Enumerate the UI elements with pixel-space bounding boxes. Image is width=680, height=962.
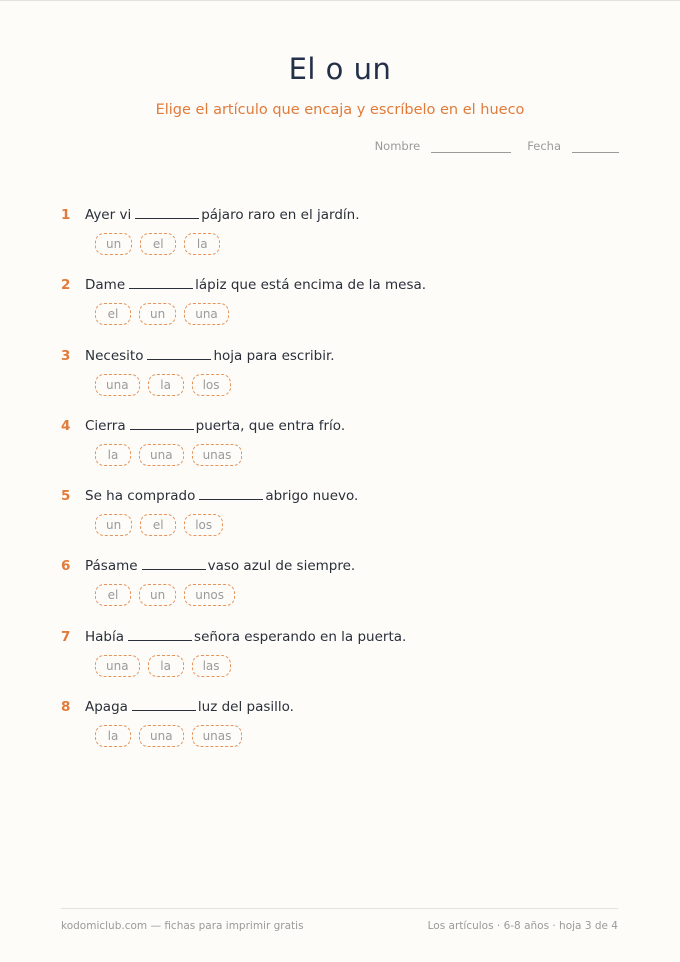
answer-blank[interactable]: [147, 347, 211, 360]
item-number: 8: [61, 699, 71, 716]
article-option[interactable]: una: [95, 374, 140, 396]
article-option[interactable]: unas: [192, 725, 243, 747]
sentence-end: hoja para escribir.: [213, 347, 335, 364]
sentence-end: luz del pasillo.: [197, 699, 294, 716]
instructions: Elige el artículo que encaja y escríbelo en el hueco: [155, 102, 525, 118]
article-options: [95, 444, 621, 466]
sentence-end: abrigo nuevo.: [265, 488, 359, 505]
answer-blank[interactable]: [132, 698, 196, 711]
article-option[interactable]: un: [95, 514, 132, 536]
sentence-end: señora esperando en la puerta.: [194, 628, 407, 645]
sentence-start: Necesito: [85, 347, 144, 364]
sentence-start: Se ha comprado: [85, 488, 196, 505]
sentence-start: Dame: [85, 277, 126, 294]
exercise-sentence: [61, 695, 621, 719]
article-option[interactable]: el: [140, 233, 176, 255]
article-option[interactable]: un: [95, 233, 132, 255]
exercise-sentence: [61, 273, 621, 297]
exercise-sentence: [61, 344, 621, 368]
exercise-sentence: [61, 625, 621, 649]
answer-blank[interactable]: [199, 487, 263, 500]
article-option[interactable]: el: [95, 303, 131, 325]
article-option[interactable]: unas: [192, 444, 243, 466]
date-label: Fecha: [527, 139, 561, 153]
exercise-sentence: [61, 203, 621, 227]
sentence-start: Ayer vi: [85, 207, 132, 223]
article-options: [95, 374, 621, 396]
page-title: El o un: [288, 52, 392, 86]
exercise-item: [61, 414, 621, 484]
exercise-item: [61, 344, 621, 414]
footer-sheet-info: Los artículos · 6-8 años · hoja 3 de 4: [427, 920, 618, 932]
article-option[interactable]: el: [140, 514, 176, 536]
exercise-item: [61, 273, 621, 343]
article-options: [95, 303, 621, 325]
article-option[interactable]: un: [139, 584, 176, 606]
answer-blank[interactable]: [130, 417, 194, 430]
date-field[interactable]: [572, 143, 619, 153]
exercise-list: [61, 203, 621, 765]
exercise-item: [61, 484, 621, 554]
answer-blank[interactable]: [142, 557, 206, 570]
article-option[interactable]: la: [95, 444, 131, 466]
sentence-end: vaso azul de siempre.: [207, 558, 356, 575]
item-number: 2: [61, 277, 71, 294]
exercise-sentence: [61, 484, 621, 508]
footer-site-credit: kodomiclub.com — fichas para imprimir gratis: [61, 920, 304, 932]
item-number: 7: [61, 628, 71, 645]
article-options: [95, 655, 621, 677]
footer-divider: [61, 908, 618, 909]
exercise-item: [61, 203, 621, 273]
sentence-end: lápiz que está encima de la mesa.: [195, 277, 427, 294]
article-option[interactable]: una: [184, 303, 229, 325]
answer-blank[interactable]: [129, 276, 193, 289]
exercise-item: [61, 625, 621, 695]
item-number: 6: [61, 558, 71, 575]
name-label: Nombre: [374, 139, 421, 153]
top-divider: [0, 0, 680, 1]
article-options: [95, 725, 621, 747]
article-option[interactable]: la: [184, 233, 220, 255]
exercise-sentence: [61, 554, 621, 578]
article-option[interactable]: los: [192, 374, 231, 396]
article-option[interactable]: un: [139, 303, 176, 325]
item-number: 3: [61, 347, 71, 364]
item-number: 1: [61, 207, 71, 223]
article-option[interactable]: una: [139, 444, 184, 466]
article-option[interactable]: los: [184, 514, 223, 536]
article-option[interactable]: las: [192, 655, 231, 677]
article-options: [95, 514, 621, 536]
sentence-start: Apaga: [85, 699, 128, 716]
item-number: 5: [61, 488, 71, 505]
article-option[interactable]: la: [95, 725, 131, 747]
sentence-start: Pásame: [85, 558, 138, 575]
sentence-start: Había: [85, 628, 125, 645]
exercise-item: [61, 554, 621, 624]
sentence-end: pájaro raro en el jardín.: [201, 207, 360, 223]
answer-blank[interactable]: [135, 206, 199, 219]
exercise-sentence: [61, 414, 621, 438]
article-option[interactable]: una: [139, 725, 184, 747]
article-option[interactable]: la: [148, 655, 184, 677]
name-field[interactable]: [431, 143, 511, 153]
article-option[interactable]: unos: [184, 584, 235, 606]
sentence-start: Cierra: [85, 417, 126, 434]
exercise-item: [61, 695, 621, 765]
sentence-end: puerta, que entra frío.: [195, 417, 346, 434]
item-number: 4: [61, 417, 71, 434]
article-options: [95, 233, 621, 255]
article-options: [95, 584, 621, 606]
student-info: [375, 139, 619, 153]
article-option[interactable]: una: [95, 655, 140, 677]
article-option[interactable]: la: [148, 374, 184, 396]
article-option[interactable]: el: [95, 584, 131, 606]
answer-blank[interactable]: [128, 628, 192, 641]
